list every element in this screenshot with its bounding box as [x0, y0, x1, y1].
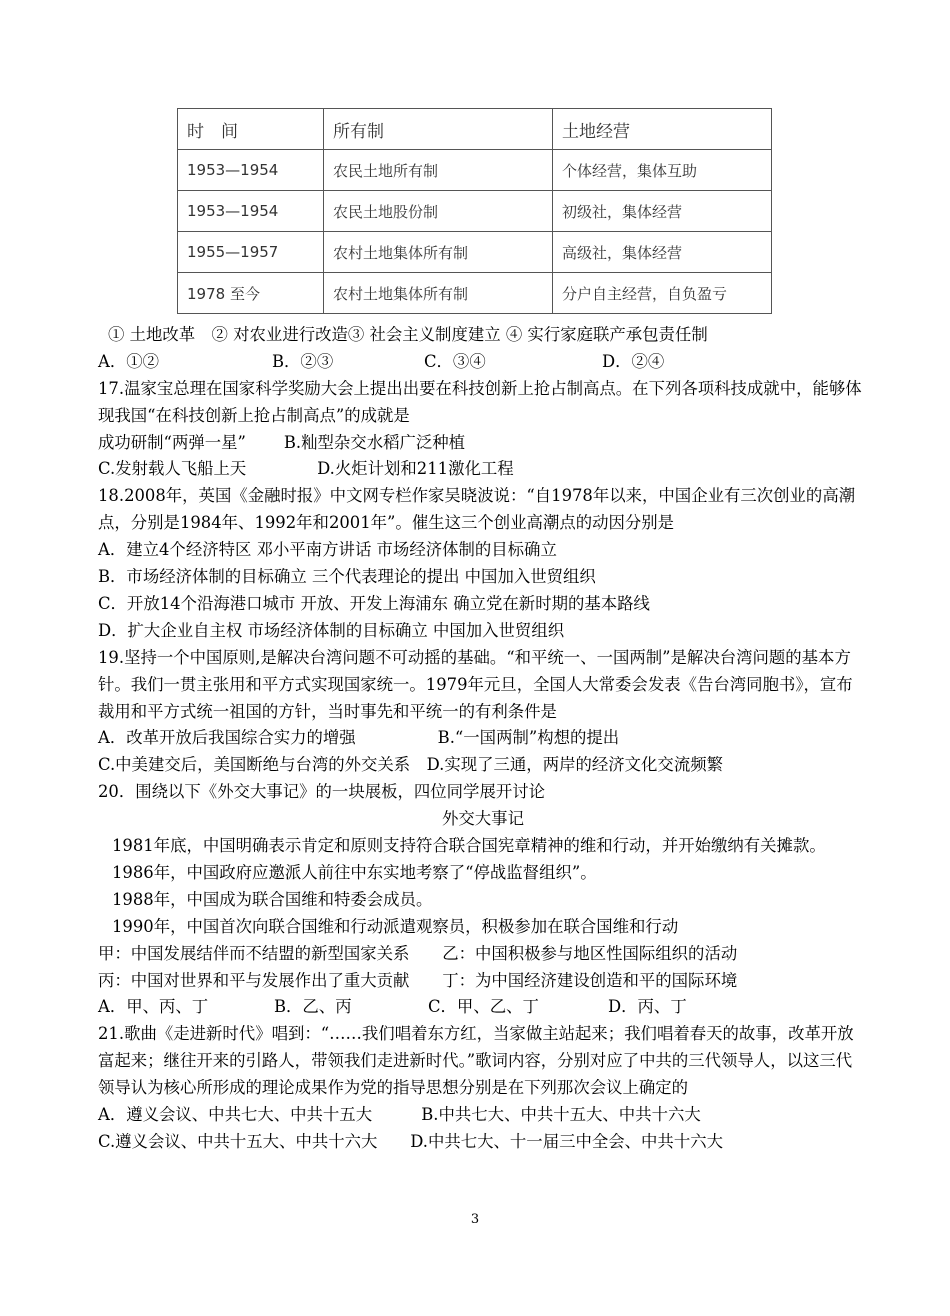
table-cell: 农民土地股份制: [324, 191, 553, 232]
q20-event-1986: 1986年，中国政府应邀派人前往中东实地考察了“停战监督组织”。: [112, 862, 597, 882]
exam-body: [98, 322, 868, 1156]
q19-options-cd: C.中美建交后，美国断绝与台湾的外交关系 D.实现了三通，两岸的经济文化交流频繁: [98, 755, 723, 775]
page-number: 3: [470, 1212, 480, 1227]
q20-stem: 20．围绕以下《外交大事记》的一块展板，四位同学展开讨论: [98, 782, 546, 802]
table-cell: 1953—1954: [178, 150, 324, 191]
q20-event-1981: 1981年底，中国明确表示肯定和原则支持符合联合国宪章精神的维和行动，并开始缴纳有关摊款。: [112, 836, 826, 856]
q20-statements-bing-ding: 丙：中国对世界和平与发展作出了重大贡献 丁：为中国经济建设创造和平的国际环境: [98, 970, 738, 990]
table-row: [178, 191, 772, 232]
q18-option-b: B．市场经济体制的目标确立 三个代表理论的提出 中国加入世贸组织: [98, 567, 596, 587]
q20-option-b: B．乙、丙: [274, 997, 352, 1017]
table-header-row: [178, 109, 772, 150]
table-cell: 农村土地集体所有制: [324, 273, 553, 314]
q17-options-cd: C.发射载人飞船上天 D.火炬计划和211激化工程: [98, 459, 514, 479]
q21-options-ab: A．遵义会议、中共七大、中共十五大 B.中共七大、中共十五大、中共十六大: [98, 1105, 701, 1124]
q16-option-c: C．③④: [424, 351, 486, 371]
table-cell: 高级社，集体经营: [553, 232, 772, 273]
q16-option-b: B．②③: [272, 351, 334, 371]
table-cell: 1978 至今: [178, 273, 324, 314]
q18-option-d: D．扩大企业自主权 市场经济体制的目标确立 中国加入世贸组织: [98, 620, 565, 640]
table-row: [178, 232, 772, 273]
q19-options-ab: A．改革开放后我国综合实力的增强 B.“一国两制”构想的提出: [98, 728, 620, 748]
header-time: 时 间: [178, 109, 324, 150]
table-row: [178, 150, 772, 191]
land-system-table: [177, 108, 772, 314]
q17-options-ab: 成功研制“两弹一星” B.籼型杂交水稻广泛种植: [98, 432, 466, 452]
q20-event-1988: 1988年，中国成为联合国维和特委会成员。: [112, 889, 433, 909]
q16-items: ① 土地改革 ② 对农业进行改造③ 社会主义制度建立 ④ 实行家庭联产承包责任制: [108, 325, 708, 344]
q20-options: [98, 994, 868, 1021]
q18-stem: 18.2008年，英国《金融时报》中文网专栏作家吴晓波说：“自1978年以来，中国企业有三次创业的高潮点，分别是1984年、1992年和2001年”。催生这三个创业高潮点的动因分别是: [98, 486, 856, 533]
table-row: [178, 273, 772, 314]
header-land-management: 土地经营: [553, 109, 772, 150]
table-cell: 分户自主经营，自负盈亏: [553, 273, 772, 314]
q21-stem: 21.歌曲《走进新时代》唱到：“……我们唱着东方红，当家做主站起来；我们唱着春天的故事，改革开放富起来；继往开来的引路人，带领我们走进新时代。”歌词内容，分别对应了中共的三代领导人，以这三代领导认为核心所形成的理论成果作为党的指导思想分别是在下列那次会议上确定的: [98, 1024, 854, 1098]
q20-option-d: D．丙、丁: [608, 997, 687, 1017]
table-cell: 农民土地所有制: [324, 150, 553, 191]
q18-option-c: C．开放14个沿海港口城市 开放、开发上海浦东 确立党在新时期的基本路线: [98, 593, 650, 613]
q20-option-a: A．甲、丙、丁: [98, 997, 209, 1017]
q16-option-a: A．①②: [98, 351, 160, 371]
table-cell: 农村土地集体所有制: [324, 232, 553, 273]
q16-options: [98, 349, 868, 376]
q17-stem: 17.温家宝总理在国家科学奖励大会上提出出要在科技创新上抢占制高点。在下列各项科技成就中，能够体现我国“在科技创新上抢占制高点”的成就是: [98, 378, 862, 425]
q16-option-d: D．②④: [602, 351, 665, 371]
table-cell: 初级社，集体经营: [553, 191, 772, 232]
q20-board-title: 外交大事记: [442, 809, 524, 829]
q20-option-c: C．甲、乙、丁: [428, 997, 539, 1017]
table-cell: 1955—1957: [178, 232, 324, 273]
table-cell: 个体经营，集体互助: [553, 150, 772, 191]
q20-event-1990: 1990年，中国首次向联合国维和行动派遣观察员，积极参加在联合国维和行动: [112, 916, 679, 936]
q19-stem: 19.坚持一个中国原则,是解决台湾问题不可动摇的基础。“和平统一、一国两制”是解决台湾问题的基本方针。我们一贯主张用和平方式实现国家统一。1979年元旦，全国人大常委会发表《告台湾同胞书》，宣布裁用和平方式统一祖国的方针，当时事先和平统一的有利条件是: [98, 647, 853, 721]
q18-option-a: A．建立4个经济特区 邓小平南方讲话 市场经济体制的目标确立: [98, 540, 557, 560]
table-cell: 1953—1954: [178, 191, 324, 232]
q20-statements-jia-yi: 甲：中国发展结伴而不结盟的新型国家关系 乙：中国积极参与地区性国际组织的活动: [98, 943, 738, 963]
header-ownership: 所有制: [324, 109, 553, 150]
q21-options-cd: C.遵义会议、中共十五大、中共十六大 D.中共七大、十一届三中全会、中共十六大: [98, 1131, 723, 1151]
